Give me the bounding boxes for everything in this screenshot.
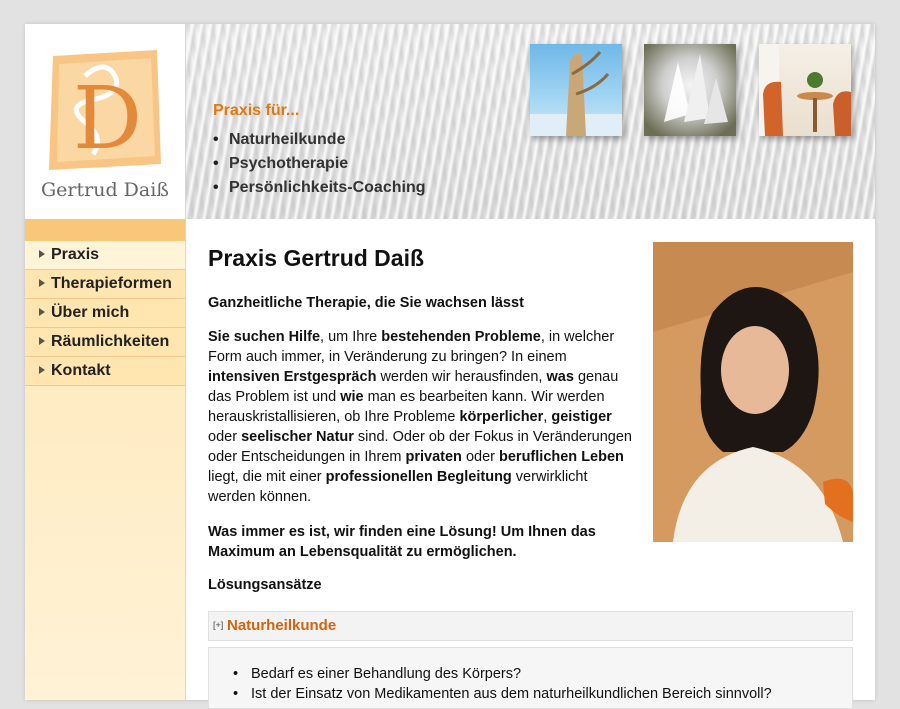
body-text-segment: oder [208,429,242,445]
tagline: Praxis für... [213,102,300,119]
body-emphasis: körperlicher [459,409,544,425]
service-psychotherapie: • Psychotherapie [213,152,426,176]
body-text-segment: , um Ihre [320,329,382,345]
nav-item-raeumlichkeiten[interactable]: Räumlichkeiten [25,328,185,357]
services-list [213,128,426,200]
thumbnail-crystal [644,44,736,136]
page-subtitle: Ganzheitliche Therapie, die Sie wachsen lässt [208,295,524,311]
thumbnail-driftwood [530,44,622,136]
body-emphasis: privaten [405,449,462,465]
list-item: • Bedarf es einer Behandlung des Körpers? [251,664,772,684]
sidebar-top-bar [25,219,185,241]
body-emphasis: intensiven Erstgespräch [208,369,377,385]
body-emphasis: Sie suchen Hilfe [208,329,321,345]
emphasis-paragraph: Was immer es ist, wir finden eine Lösung! Um Ihnen das Maximum an Lebensqualität zu ermöglichen. [208,524,596,560]
body-text-segment: verwirklicht werden können. [208,469,588,505]
body-text-segment: man es bearbeiten kann. Wir werden herauskristallisieren, ob Ihre Probleme [208,389,605,425]
main-content [208,219,853,700]
nav-item-ueber-mich[interactable]: Über mich [25,299,185,328]
logo-d-icon [45,46,165,176]
main-nav [25,241,185,386]
body-emphasis: geistiger [551,409,612,425]
body-text-segment: , in welcher Form auch immer, in Veränderung zu bringen? In einem [208,329,615,365]
page-title: Praxis Gertrud Daiß [208,245,425,271]
logo-name: Gertrud Daiß [41,179,169,201]
sidebar [25,219,186,700]
nav-item-praxis[interactable]: Praxis [25,241,185,270]
expand-toggle-icon[interactable]: [+] [213,620,224,630]
body-emphasis: bestehenden Probleme [381,329,541,345]
body-emphasis: beruflichen Leben [499,449,624,465]
body-emphasis: wie [340,389,364,405]
body-text-segment: sind. Oder ob der Fokus in Veränderungen oder Entscheidungen in Ihrem [208,429,632,465]
header-banner [25,24,875,219]
service-naturheilkunde: • Naturheilkunde [213,128,426,152]
service-coaching: • Persönlichkeits-Coaching [213,176,426,200]
body-text-segment: liegt, die mit einer [208,469,326,485]
body-text-segment: werden wir herausfinden, [376,369,547,385]
page [25,24,875,700]
portrait-photo [653,242,853,542]
logo-letter: D [73,69,142,169]
nav-item-kontakt[interactable]: Kontakt [25,357,185,386]
list-item: • Ist der Einsatz von Medikamenten aus dem naturheilkundlichen Bereich sinnvoll? [251,684,772,704]
body-emphasis: professionellen Begleitung [325,469,512,485]
accordion-label[interactable]: Naturheilkunde [227,617,337,634]
thumbnail-room [759,44,851,136]
intro-paragraph [208,327,636,507]
body-text-segment: genau das Problem ist und [208,369,619,405]
accordion-naturheilkunde[interactable] [208,611,853,641]
accordion-list [209,664,772,704]
body-emphasis: seelischer Natur [241,429,354,445]
logo[interactable] [25,24,186,219]
body-text-segment: oder [461,449,500,465]
approaches-heading: Lösungsansätze [208,577,322,593]
body-emphasis: was [546,369,574,385]
body-text-segment: , [543,409,552,425]
nav-item-therapieformen[interactable]: Therapieformen [25,270,185,299]
